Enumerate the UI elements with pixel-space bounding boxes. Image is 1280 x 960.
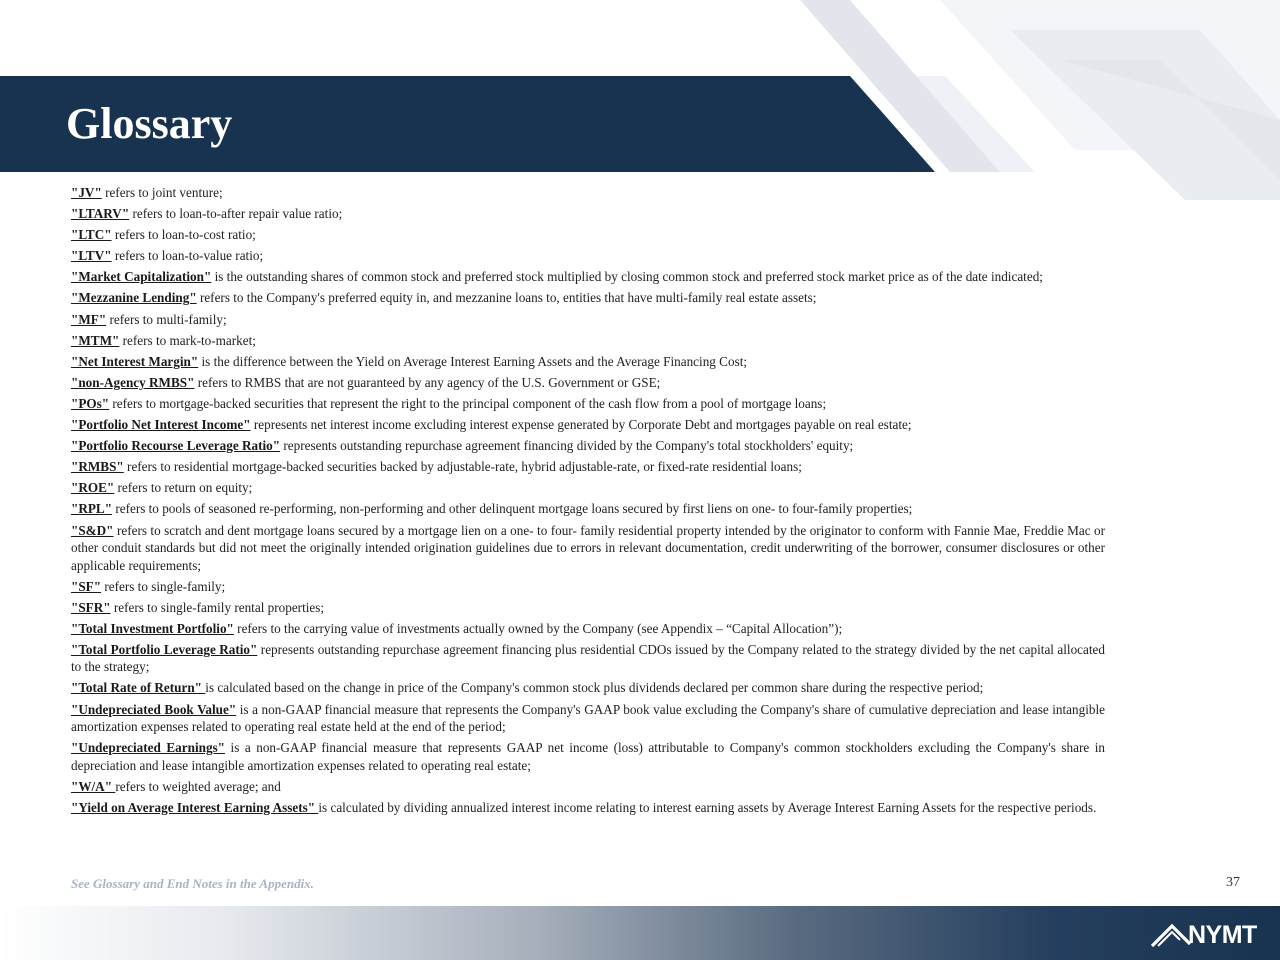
glossary-entry: [71, 289, 1105, 307]
glossary-term: "W/A": [71, 778, 116, 794]
page-number: 37: [1226, 875, 1240, 890]
glossary-entry: [71, 522, 1105, 575]
footnote: See Glossary and End Notes in the Appendix.: [71, 876, 314, 891]
glossary-definition: refers to loan-to-value ratio;: [111, 248, 264, 264]
glossary-entry: [71, 416, 1105, 434]
glossary-entry: [71, 184, 1105, 202]
glossary-entry: [71, 311, 1105, 329]
glossary-term: "Total Rate of Return": [71, 680, 206, 696]
glossary-entry: [71, 578, 1105, 596]
glossary-term: "SFR": [71, 599, 111, 615]
glossary-definition: refers to joint venture;: [101, 185, 223, 200]
logo-text: NYMT: [1188, 920, 1257, 949]
glossary-entry: [71, 268, 1105, 286]
glossary-entry: [71, 395, 1105, 413]
glossary-term: "Undepreciated Book Value": [71, 701, 237, 717]
glossary-term: "LTV": [71, 248, 112, 264]
glossary-entry: [71, 247, 1105, 265]
glossary-entry: [71, 374, 1105, 392]
glossary-entry: [71, 641, 1105, 676]
glossary-entry: [71, 599, 1105, 617]
glossary-term: "LTC": [71, 227, 112, 243]
glossary-term: "Yield on Average Interest Earning Assets": [71, 799, 319, 815]
glossary-entry: [71, 437, 1105, 455]
glossary-definition: refers to multi-family;: [106, 311, 227, 327]
glossary-definition: refers to the carrying value of investments actually owned by the Company (see Appendix – “Capital Allocation”);: [233, 620, 843, 636]
glossary-entry: [71, 226, 1105, 244]
glossary-definition: refers to single-family;: [101, 578, 226, 594]
glossary-term: "SF": [71, 578, 102, 594]
glossary-definition: is calculated based on the change in price of the Company's common stock plus dividends declared per common share during the respective period;: [205, 680, 984, 696]
glossary-term: "ROE": [71, 480, 115, 496]
page-title: Glossary: [66, 99, 233, 148]
glossary-entry: [71, 679, 1105, 697]
glossary-term: "S&D": [71, 522, 114, 538]
glossary-entry: [71, 458, 1105, 476]
glossary-term: "Portfolio Recourse Leverage Ratio": [71, 438, 281, 454]
glossary-entry: [71, 778, 1105, 796]
glossary-term: "Total Investment Portfolio": [71, 620, 234, 636]
glossary-term: "POs": [71, 395, 110, 411]
footer-bar: [0, 906, 1280, 960]
glossary-definition: refers to mortgage-backed securities that represent the right to the principal component of the cash flow from a pool of mortgage loans;: [109, 395, 827, 411]
glossary-term: "JV": [71, 185, 102, 200]
company-logo: [1150, 918, 1268, 952]
glossary-term: "Mezzanine Lending": [71, 290, 197, 306]
glossary-definition: is the difference between the Yield on Average Interest Earning Assets and the Average Financing Cost;: [198, 353, 748, 369]
glossary-definition: is a non-GAAP financial measure that represents the Company's GAAP book value excluding the Company's share of cumulative depreciation and lease intangible amortization expenses related to operating real estate held at the end of the period;: [71, 701, 1105, 735]
glossary-definition: represents outstanding repurchase agreement financing plus residential CDOs issued by the Company related to the strategy divided by the net capital allocated to the strategy;: [71, 641, 1105, 675]
glossary-entry: [71, 739, 1105, 774]
glossary-definition: refers to scratch and dent mortgage loans secured by a mortgage lien on a one- to four- family residential property intended by the originator to conform with Fannie Mae, Freddie Mac or other conduit standards but did not meet the originally intended origination guidelines due to errors in relevant documentation, credit underwriting of the borrower, consumer disclosures or other applicable requirements;: [71, 522, 1105, 573]
glossary-entry: [71, 205, 1105, 223]
glossary-definition: is the outstanding shares of common stock and preferred stock multiplied by closing common stock and preferred stock market price as of the date indicated;: [211, 269, 1043, 285]
glossary-definition: refers to loan-to-after repair value ratio;: [129, 206, 343, 222]
glossary-term: "Market Capitalization": [71, 269, 212, 285]
glossary-term: "RPL": [71, 501, 113, 517]
glossary-definition: refers to the Company's preferred equity in, and mezzanine loans to, entities that have multi-family real estate assets;: [196, 290, 817, 306]
glossary-list: [71, 184, 1105, 820]
glossary-term: "Portfolio Net Interest Income": [71, 417, 251, 433]
glossary-term: "RMBS": [71, 459, 124, 475]
glossary-entry: [71, 620, 1105, 638]
glossary-definition: refers to return on equity;: [114, 480, 253, 496]
glossary-definition: refers to pools of seasoned re-performing, non-performing and other delinquent mortgage loans secured by first liens on one- to four-family properties;: [112, 501, 913, 517]
glossary-definition: is a non-GAAP financial measure that represents GAAP net income (loss) attributable to Company's common stockholders excluding the Company's share in depreciation and lease intangible amortization expenses related to operating real estate;: [71, 740, 1106, 773]
glossary-entry: [71, 799, 1105, 817]
glossary-definition: refers to RMBS that are not guaranteed by any agency of the U.S. Government or GSE;: [194, 374, 661, 390]
glossary-term: "non-Agency RMBS": [71, 374, 195, 390]
glossary-entry: [71, 332, 1105, 350]
glossary-definition: represents net interest income excluding interest expense generated by Corporate Debt and mortgages payable on real estate;: [250, 417, 912, 433]
glossary-definition: refers to loan-to-cost ratio;: [111, 227, 256, 243]
glossary-term: "MF": [71, 311, 107, 327]
glossary-definition: refers to mark-to-market;: [119, 332, 256, 348]
glossary-term: "Total Portfolio Leverage Ratio": [71, 641, 258, 657]
glossary-term: "MTM": [71, 332, 120, 348]
glossary-entry: [71, 479, 1105, 497]
glossary-entry: [71, 500, 1105, 518]
glossary-term: "Undepreciated Earnings": [71, 740, 226, 756]
glossary-entry: [71, 353, 1105, 371]
glossary-definition: refers to weighted average; and: [115, 778, 281, 794]
glossary-term: "LTARV": [71, 206, 130, 222]
glossary-entry: [71, 701, 1105, 736]
glossary-definition: refers to residential mortgage-backed securities backed by adjustable-rate, hybrid adjustable-rate, or fixed-rate residential loans;: [123, 459, 802, 475]
glossary-definition: is calculated by dividing annualized interest income relating to interest earning assets by Average Interest Earning Assets for the respective periods.: [318, 799, 1097, 815]
glossary-definition: refers to single-family rental properties;: [110, 599, 325, 615]
house-icon: [1150, 920, 1192, 950]
glossary-term: "Net Interest Margin": [71, 353, 199, 369]
glossary-definition: represents outstanding repurchase agreement financing divided by the Company's total stockholders' equity;: [280, 438, 854, 454]
